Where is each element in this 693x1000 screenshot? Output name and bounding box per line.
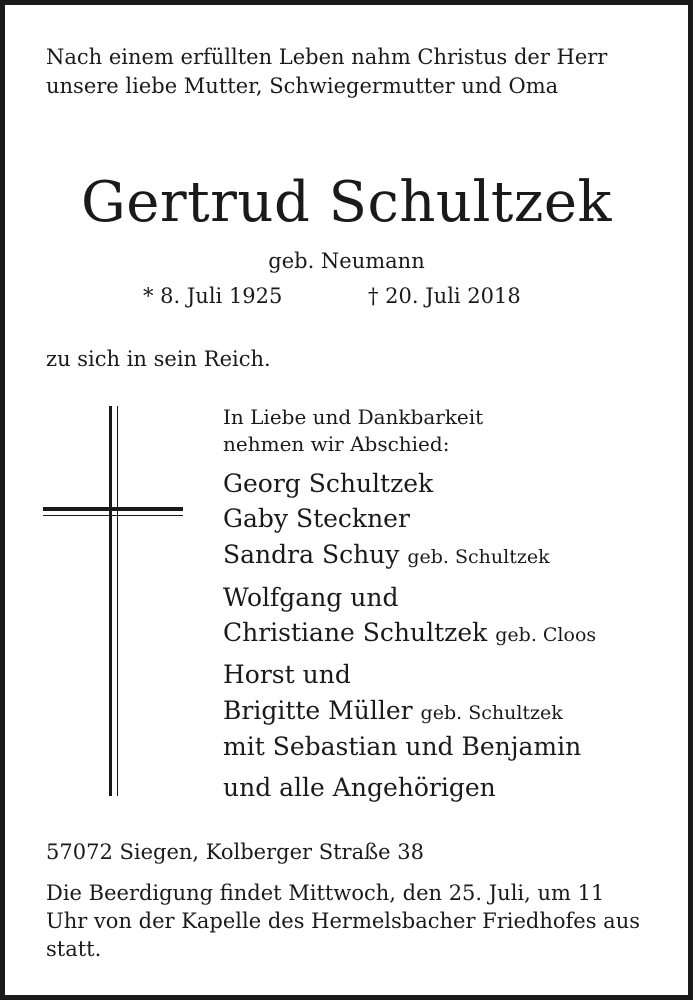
mourner-line [223,467,433,501]
death-date: † 20. Juli 2018 [368,284,521,308]
mourner-name: Georg Schultzek [223,469,434,498]
mourner-line [223,616,596,652]
mourner-name: Horst und [223,660,351,689]
birth-date: * 8. Juli 1925 [143,284,283,308]
mourner-name: Christiane Schultzek [223,618,488,647]
cross-icon [43,406,183,796]
mourner-line [223,658,351,692]
mourner-nee: geb. Schultzek [407,546,550,568]
mourner-line [223,694,563,730]
mourner-name: Wolfgang und [223,583,399,612]
mourner-nee: geb. Cloos [495,624,597,646]
mourner-line [223,538,550,574]
mourner-line [223,581,398,615]
intro-text: Nach einem erfüllten Leben nahm Christus der Herr unsere liebe Mutter, Schwiegermutter und Oma [46,45,608,98]
mourner-line [223,771,496,805]
mourner-name: Brigitte Müller [223,696,413,725]
thanks-line-1: In Liebe und Dankbarkeit [223,405,484,429]
mourner-line [223,502,410,536]
deceased-name: Gertrud Schultzek [81,170,612,235]
mourner-line [223,730,581,764]
mourner-name: und alle Angehörigen [223,773,496,802]
mourner-name: Sandra Schuy [223,540,400,569]
thanks-text [223,404,483,458]
birth-name: geb. Neumann [268,249,425,273]
funeral-info: Die Beerdigung findet Mittwoch, den 25. Juli, um 11 Uhr von der Kapelle des Hermelsbacher Friedhofes aus statt. [46,881,641,961]
closing-phrase: zu sich in sein Reich. [46,347,271,371]
mourner-name: mit Sebastian und Benjamin [223,732,582,761]
address: 57072 Siegen, Kolberger Straße 38 [46,840,424,864]
thanks-line-2: nehmen wir Abschied: [223,432,450,456]
mourner-nee: geb. Schultzek [420,702,563,724]
mourner-name: Gaby Steckner [223,504,410,533]
